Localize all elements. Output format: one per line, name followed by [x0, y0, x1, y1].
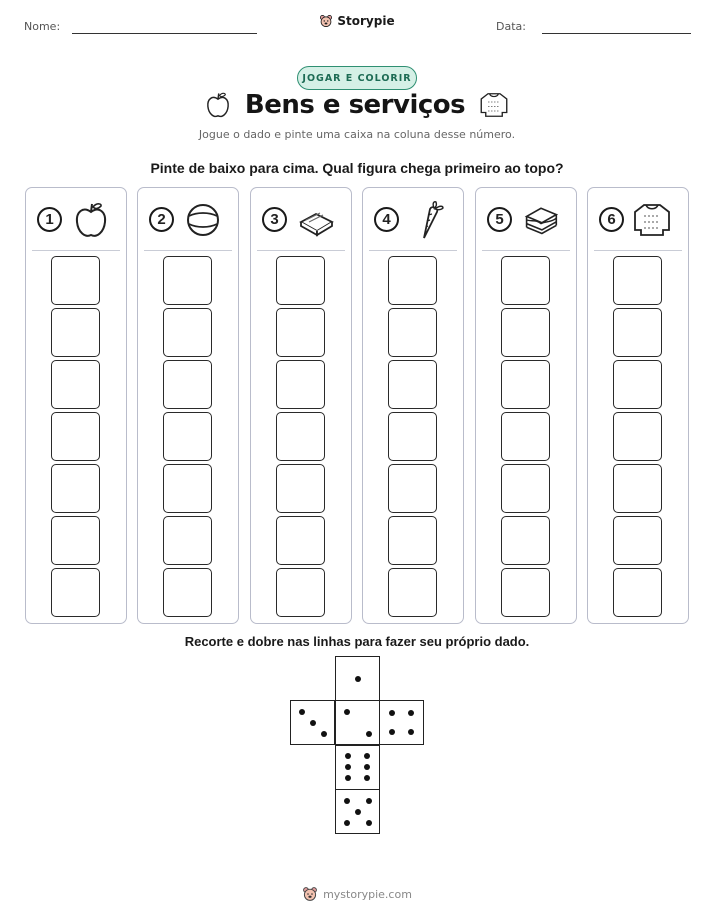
- die-pip: [408, 710, 414, 716]
- color-box[interactable]: [163, 256, 212, 305]
- column-number: 3: [262, 207, 287, 232]
- color-box[interactable]: [501, 568, 550, 617]
- color-box[interactable]: [501, 412, 550, 461]
- carrot-icon: [410, 200, 446, 240]
- color-box[interactable]: [501, 256, 550, 305]
- column-divider: [369, 250, 457, 251]
- column-6: [587, 187, 689, 624]
- die-face-1: [335, 656, 380, 701]
- color-box[interactable]: [388, 568, 437, 617]
- column-divider: [257, 250, 345, 251]
- sweater-icon: [479, 90, 509, 120]
- die-pip: [408, 729, 414, 735]
- die-net: [290, 656, 426, 836]
- color-box[interactable]: [388, 516, 437, 565]
- die-pip: [366, 731, 372, 737]
- die-face-center: [335, 700, 380, 745]
- columns-area: [25, 187, 690, 624]
- bear-logo-icon: [302, 886, 318, 902]
- column-2: [137, 187, 239, 624]
- color-box[interactable]: [388, 464, 437, 513]
- color-box[interactable]: [613, 464, 662, 513]
- die-pip: [344, 798, 350, 804]
- die-face-5: [335, 789, 380, 834]
- die-pip: [355, 809, 361, 815]
- die-face-6: [335, 745, 380, 790]
- die-pip: [389, 710, 395, 716]
- color-box[interactable]: [51, 464, 100, 513]
- color-box[interactable]: [388, 412, 437, 461]
- color-box[interactable]: [388, 256, 437, 305]
- subtitle: Jogue o dado e pinte uma caixa na coluna desse número.: [198, 128, 516, 141]
- footer: [0, 886, 714, 902]
- color-box[interactable]: [501, 464, 550, 513]
- die-face-4: [379, 700, 424, 745]
- footer-url: mystorypie.com: [323, 887, 412, 901]
- color-box[interactable]: [501, 516, 550, 565]
- color-box[interactable]: [613, 412, 662, 461]
- color-box[interactable]: [51, 516, 100, 565]
- die-pip: [366, 798, 372, 804]
- die-face-3: [290, 700, 335, 745]
- column-1: [25, 187, 127, 624]
- color-box[interactable]: [51, 412, 100, 461]
- color-box[interactable]: [276, 308, 325, 357]
- die-pip: [364, 753, 370, 759]
- die-pip: [355, 676, 361, 682]
- column-header: [363, 200, 463, 240]
- column-header: [26, 200, 126, 240]
- activity-badge: JOGAR E COLORIR: [297, 66, 417, 90]
- title-row: [0, 90, 714, 120]
- color-box[interactable]: [613, 256, 662, 305]
- column-number: 5: [487, 207, 512, 232]
- die-pip: [364, 775, 370, 781]
- color-box[interactable]: [51, 308, 100, 357]
- date-line: [542, 33, 691, 34]
- column-header: [251, 200, 351, 240]
- color-box[interactable]: [51, 568, 100, 617]
- die-pip: [345, 775, 351, 781]
- color-box[interactable]: [501, 308, 550, 357]
- die-pip: [299, 709, 305, 715]
- die-pip: [344, 820, 350, 826]
- apple-icon: [73, 200, 109, 240]
- column-3: [250, 187, 352, 624]
- die-pip: [366, 820, 372, 826]
- column-divider: [482, 250, 570, 251]
- name-label: Nome:: [24, 20, 61, 33]
- color-box[interactable]: [163, 308, 212, 357]
- sweater-icon: [632, 200, 672, 240]
- book-icon: [298, 200, 334, 240]
- column-divider: [32, 250, 120, 251]
- instruction-bottom: Recorte e dobre nas linhas para fazer seu próprio dado.: [184, 634, 530, 649]
- ball-icon: [185, 200, 221, 240]
- color-box[interactable]: [613, 568, 662, 617]
- column-4: [362, 187, 464, 624]
- color-box[interactable]: [163, 360, 212, 409]
- column-header: [588, 200, 688, 240]
- name-line: [72, 33, 257, 34]
- die-pip: [344, 709, 350, 715]
- bear-logo-icon: [319, 14, 333, 28]
- color-box[interactable]: [388, 360, 437, 409]
- color-box[interactable]: [276, 516, 325, 565]
- color-box[interactable]: [163, 516, 212, 565]
- color-box[interactable]: [163, 412, 212, 461]
- die-pip: [345, 764, 351, 770]
- color-box[interactable]: [163, 464, 212, 513]
- column-divider: [144, 250, 232, 251]
- brand-logo: [0, 14, 714, 28]
- color-box[interactable]: [276, 568, 325, 617]
- color-box[interactable]: [388, 308, 437, 357]
- color-box[interactable]: [51, 360, 100, 409]
- column-header: [476, 200, 576, 240]
- apple-icon: [205, 90, 231, 120]
- color-box[interactable]: [276, 412, 325, 461]
- column-divider: [594, 250, 682, 251]
- brand-name: Storypie: [337, 14, 395, 28]
- column-number: 4: [374, 207, 399, 232]
- die-pip: [321, 731, 327, 737]
- color-box[interactable]: [501, 360, 550, 409]
- die-pip: [389, 729, 395, 735]
- sandwich-icon: [523, 200, 559, 240]
- column-number: 1: [37, 207, 62, 232]
- column-number: 2: [149, 207, 174, 232]
- color-box[interactable]: [51, 256, 100, 305]
- column-header: [138, 200, 238, 240]
- color-box[interactable]: [276, 360, 325, 409]
- die-pip: [310, 720, 316, 726]
- column-number: 6: [599, 207, 624, 232]
- color-box[interactable]: [276, 464, 325, 513]
- instruction-top: Pinte de baixo para cima. Qual figura chega primeiro ao topo?: [150, 160, 564, 176]
- date-label: Data:: [496, 20, 526, 33]
- die-pip: [345, 753, 351, 759]
- color-box[interactable]: [276, 256, 325, 305]
- color-box[interactable]: [613, 360, 662, 409]
- color-box[interactable]: [613, 516, 662, 565]
- die-pip: [364, 764, 370, 770]
- color-box[interactable]: [613, 308, 662, 357]
- column-5: [475, 187, 577, 624]
- color-box[interactable]: [163, 568, 212, 617]
- page-title: Bens e serviços: [244, 90, 466, 120]
